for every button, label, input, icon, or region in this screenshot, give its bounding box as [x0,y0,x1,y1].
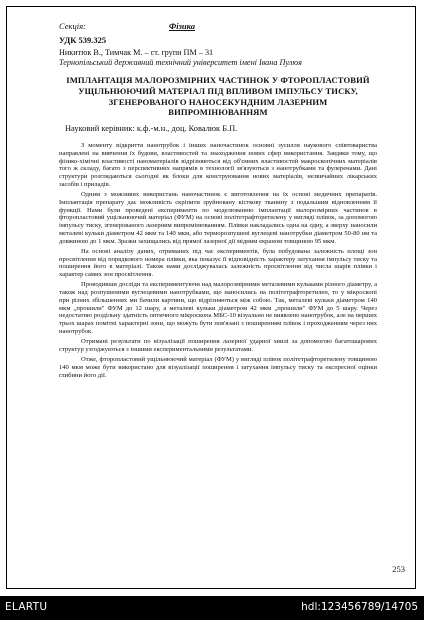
paragraph-6: Отже, фторопластовий ущільнюючий матеріал (ФУМ) у вигляді плівок політетрафторетилену товщиною 140 мкм може бути використано для візуалізації поширення і затухання імпульсу тиску та експресної оцінки глибини його дії. [59,356,377,379]
section-line [59,21,377,33]
paragraph-4: Проводивши досліди та експериментуючи над малорозмірними металевими кульками різного діаметру, а також над розпушеними вуглецевими нанотрубками, що наносились на політетрафторетилен, то у мікроскопі при різних збільшеннях ми бачили картини, що відрізняються між собою. Так, металеві кульки діаметром 140 мкм „прошили" ФУМ до 12 шару, а металеві кульки діаметром 42 мкм „прошили" ФУМ до 5 шару. Через недостатню роздільну здатність оптичного мікроскопа МБС-10 візуально не виявлено нанотрубок, але на перших трьох шарах помітні характерні зони, що можуть бути пов'язані з поширенням плівок і проходженням через них нанотрубок. [59,281,377,335]
paragraph-1: З моменту відкриття нанотрубок і інших наночастинок основні зусилля наукового співтовариства направлені на вивчення їх будови, властивостей та знаходження нових сфер використання. Завдяки тому, що фізико-хімічні властивості наноматеріалів відрізняються від об'ємних властивостей макроскопічних матеріалів того ж складу, багато з перспективних напрямів в технології зв'язуються з нанотрубками та фулеренами. Дані структури розглядаються сьогодні як блоки для конструювання нових матеріалів, незвичайних лікарських засобів і приладів. [59,142,377,188]
authors: Никитюк В., Тимчак М. – ст. групи ПМ – 31 [59,48,214,57]
udk-code: УДК 539.325 [59,35,107,45]
paper-title: ІМПЛАНТАЦІЯ МАЛОРОЗМІРНИХ ЧАСТИНОК У ФТОРОПЛАСТОВИЙ УЩІЛЬНЮЮЧИЙ МАТЕРІАЛ ПІД ВПЛИВОМ ІМПУЛЬСУ ТИСКУ, ЗГЕНЕРОВАНОГО НАНОСЕКУНДНИМ ЛАЗЕРНИМ ВИПРОМІНЮВАННЯМ [66,75,370,118]
paragraph-3: На основі аналізу даних, отриманих під час експериментів, була побудована залежність площі зон просвітлення від порядкового номера плівки, яка показує її відповідність характеру затухання імпульсу тиску та поширення його в матеріалі. Також нами досліджувалась залежність просвітлення від числа шарів плівки і характер самих зон просвітлення. [59,247,377,279]
footer-repository-label: ELARTU [5,601,48,613]
university: Тернопільський державний технічний університет імені Івана Пулюя [59,58,302,67]
section-name: Фізика [169,21,195,31]
supervisor: Науковий керівник: к.ф.-м.н., доц. Ковалюк Б.П. [65,124,238,134]
section-label: Секція: [59,21,86,31]
body-text [59,142,377,379]
footer-bar [0,596,424,620]
page-content [59,21,377,382]
page-number: 253 [392,564,405,574]
footer-handle-link[interactable]: hdl:123456789/14705 [301,601,418,613]
paragraph-5: Отримані результати по візуалізації поширення лазерної ударної хвилі за допомогою багатошарових структур узгоджуються з іншими експериментальними результатами. [59,338,377,353]
paragraph-2: Одним з можливих використань наночастинок є виготовлення на їх основі медичних препаратів. Імплантація препарату дає можливість скріпити зруйновану кісткову тканину з подальшим відновленням її функції. Нами були проведені експерименти по моделюванню імплантації малорозмірних частинок в фторопластовий ущільнюючий матеріал (ФУМ) на основі політетрафторетилену у вигляді плівок, за допомогою імпульсу тиску, згенерованого лазерним випромінюванням. Плівки накладались одна на одну, а зверху наносили металеві кульки діаметром 42 мкм та 140 мкм, або терморозпушені вуглецеві нанотрубки діаметром 50-80 нм та довжиною до 1 мкм. Зразки захищались від прямої лазерної дії мідним екраном товщиною 95 мкм. [59,191,377,245]
page-sheet [6,6,416,589]
